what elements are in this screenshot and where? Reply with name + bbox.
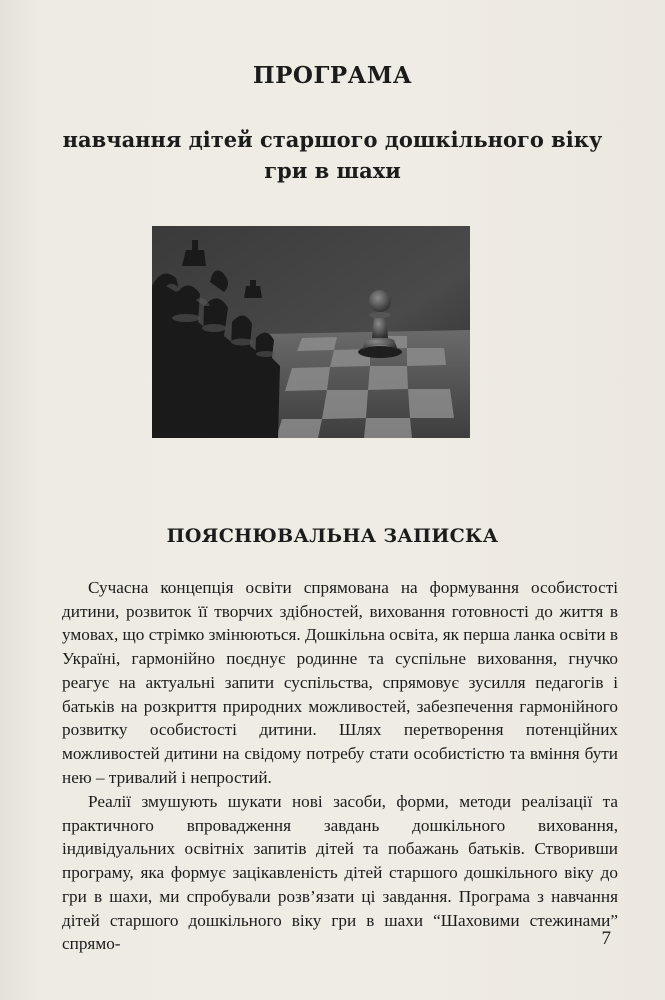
- page-subtitle: [0, 124, 665, 186]
- subtitle-line-2: гри в шахи: [264, 158, 401, 183]
- subtitle-line-1: навчання дітей старшого дошкільного віку: [62, 127, 603, 152]
- chess-pieces-photo-icon: [152, 226, 470, 438]
- chess-photo: [152, 226, 470, 438]
- page-number: 7: [601, 928, 611, 949]
- paragraph-2: Реалії змушують шукати нові засоби, форми, методи реалізації та практичного впровадження завдань дошкільного виховання, індивідуальних освітніх запитів дітей та побажань батьків. Створивши програму, яка формує зацікавленість дітей старшого дошкільного віку до гри в шахи, ми спробували розв’язати ці завдання. Програма з навчання дітей старшого дошкільного віку гри в шахи “Шаховими стежинами” спрямо-: [62, 792, 618, 954]
- paragraph-1: Сучасна концепція освіти спрямована на формування особистості дитини, розвиток її творчих здібностей, виховання готовності до життя в умовах, що стрімко змінюються. Дошкільна освіта, як перша ланка освіти в Україні, гармонійно поєднує родинне та суспільне виховання, гнучко реагує на актуальні запити суспільства, спрямовує зусилля педагогів і батьків на розкриття природних можливостей, забезпечення гармонійного розвитку особистості дитини. Шлях перетворення потенційних можливостей дитини на свідому потребу стати особистістю та вміння бути нею – тривалий і непростий.: [62, 578, 618, 787]
- page-title: ПРОГРАМА: [252, 62, 413, 89]
- section-heading: ПОЯСНЮВАЛЬНА ЗАПИСКА: [166, 525, 499, 547]
